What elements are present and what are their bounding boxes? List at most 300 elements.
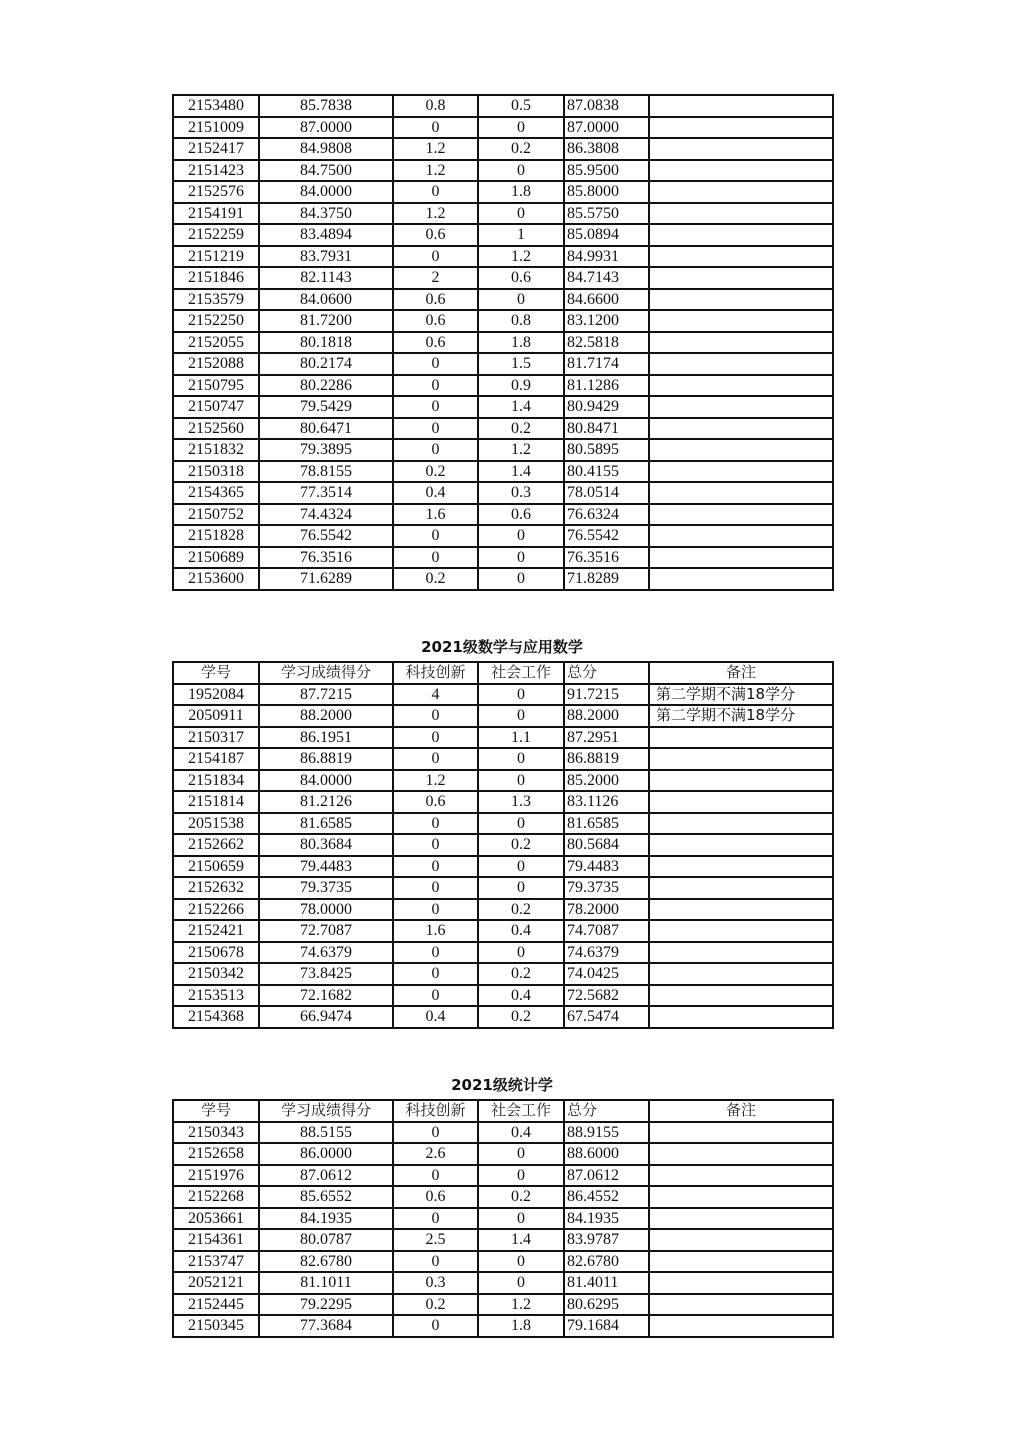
remark-cell (649, 246, 833, 268)
innovation-cell: 0 (393, 705, 478, 727)
total-score-cell: 85.8000 (564, 181, 649, 203)
student-id-cell: 2151009 (173, 117, 259, 139)
header-remark: 备注 (649, 662, 833, 684)
table-row (173, 375, 833, 397)
ranking-table-statistics (172, 1099, 834, 1338)
total-score-cell: 74.6379 (564, 942, 649, 964)
remark-cell (649, 439, 833, 461)
header-student-id: 学号 (173, 1100, 259, 1122)
table-row (173, 138, 833, 160)
study-score-cell: 79.2295 (259, 1294, 393, 1316)
remark-cell (649, 138, 833, 160)
study-score-cell: 74.4324 (259, 504, 393, 526)
table-row (173, 1229, 833, 1251)
table-row (173, 461, 833, 483)
remark-cell (649, 1294, 833, 1316)
innovation-cell: 0.8 (393, 95, 478, 117)
innovation-cell: 0 (393, 396, 478, 418)
study-score-cell: 79.4483 (259, 856, 393, 878)
remark-cell (649, 181, 833, 203)
student-id-cell: 2152421 (173, 920, 259, 942)
study-score-cell: 76.3516 (259, 547, 393, 569)
section-title-math: 2021级数学与应用数学 (421, 638, 583, 656)
table-row (173, 899, 833, 921)
remark-cell (649, 375, 833, 397)
student-id-cell: 2152250 (173, 310, 259, 332)
remark-cell (649, 396, 833, 418)
table-row (173, 95, 833, 117)
social-work-cell: 0 (478, 684, 564, 706)
table-row (173, 727, 833, 749)
study-score-cell: 86.0000 (259, 1143, 393, 1165)
table-row (173, 791, 833, 813)
innovation-cell: 0.2 (393, 568, 478, 590)
table-row (173, 856, 833, 878)
table-row (173, 1315, 833, 1337)
remark-cell (649, 310, 833, 332)
student-id-cell: 2154365 (173, 482, 259, 504)
study-score-cell: 72.7087 (259, 920, 393, 942)
student-id-cell: 2152268 (173, 1186, 259, 1208)
student-id-cell: 2153600 (173, 568, 259, 590)
table-header-row (173, 1100, 833, 1122)
study-score-cell: 79.5429 (259, 396, 393, 418)
social-work-cell: 0 (478, 877, 564, 899)
total-score-cell: 88.9155 (564, 1122, 649, 1144)
remark-cell (649, 95, 833, 117)
innovation-cell: 0 (393, 547, 478, 569)
social-work-cell: 0 (478, 813, 564, 835)
total-score-cell: 82.6780 (564, 1251, 649, 1273)
total-score-cell: 67.5474 (564, 1006, 649, 1028)
total-score-cell: 80.5895 (564, 439, 649, 461)
social-work-cell: 0 (478, 1165, 564, 1187)
table-row (173, 1186, 833, 1208)
header-total: 总分 (564, 1100, 649, 1122)
innovation-cell: 0 (393, 181, 478, 203)
student-id-cell: 2151846 (173, 267, 259, 289)
social-work-cell: 1.8 (478, 1315, 564, 1337)
total-score-cell: 85.5750 (564, 203, 649, 225)
table-row (173, 267, 833, 289)
total-score-cell: 80.6295 (564, 1294, 649, 1316)
student-id-cell: 2150659 (173, 856, 259, 878)
innovation-cell: 0 (393, 375, 478, 397)
total-score-cell: 87.0000 (564, 117, 649, 139)
table-row (173, 525, 833, 547)
social-work-cell: 0.2 (478, 138, 564, 160)
remark-cell (649, 418, 833, 440)
study-score-cell: 80.2174 (259, 353, 393, 375)
table-row (173, 920, 833, 942)
innovation-cell: 0 (393, 856, 478, 878)
remark-cell (649, 920, 833, 942)
innovation-cell: 0 (393, 117, 478, 139)
innovation-cell: 4 (393, 684, 478, 706)
total-score-cell: 87.2951 (564, 727, 649, 749)
innovation-cell: 0 (393, 942, 478, 964)
study-score-cell: 66.9474 (259, 1006, 393, 1028)
header-remark: 备注 (649, 1100, 833, 1122)
header-study-score: 学习成绩得分 (259, 1100, 393, 1122)
student-id-cell: 2150795 (173, 375, 259, 397)
student-id-cell: 2050911 (173, 705, 259, 727)
total-score-cell: 87.0612 (564, 1165, 649, 1187)
total-score-cell: 85.2000 (564, 770, 649, 792)
remark-cell (649, 1165, 833, 1187)
student-id-cell: 2150345 (173, 1315, 259, 1337)
total-score-cell: 78.2000 (564, 899, 649, 921)
total-score-cell: 84.6600 (564, 289, 649, 311)
remark-cell (649, 203, 833, 225)
student-id-cell: 2152560 (173, 418, 259, 440)
study-score-cell: 87.0612 (259, 1165, 393, 1187)
innovation-cell: 0 (393, 963, 478, 985)
table-row (173, 353, 833, 375)
innovation-cell: 0.2 (393, 1294, 478, 1316)
social-work-cell: 0.9 (478, 375, 564, 397)
remark-cell (649, 770, 833, 792)
innovation-cell: 0 (393, 985, 478, 1007)
innovation-cell: 2.6 (393, 1143, 478, 1165)
social-work-cell: 0.4 (478, 1122, 564, 1144)
student-id-cell: 1952084 (173, 684, 259, 706)
table-row (173, 813, 833, 835)
total-score-cell: 84.7143 (564, 267, 649, 289)
total-score-cell: 86.4552 (564, 1186, 649, 1208)
innovation-cell: 0 (393, 813, 478, 835)
student-id-cell: 2052121 (173, 1272, 259, 1294)
remark-cell (649, 1315, 833, 1337)
study-score-cell: 85.6552 (259, 1186, 393, 1208)
innovation-cell: 0 (393, 439, 478, 461)
study-score-cell: 80.3684 (259, 834, 393, 856)
social-work-cell: 0.6 (478, 267, 564, 289)
remark-cell (649, 942, 833, 964)
total-score-cell: 88.2000 (564, 705, 649, 727)
student-id-cell: 2153513 (173, 985, 259, 1007)
social-work-cell: 1.8 (478, 332, 564, 354)
total-score-cell: 85.0894 (564, 224, 649, 246)
innovation-cell: 0.6 (393, 289, 478, 311)
study-score-cell: 79.3895 (259, 439, 393, 461)
remark-cell (649, 877, 833, 899)
total-score-cell: 80.5684 (564, 834, 649, 856)
total-score-cell: 84.1935 (564, 1208, 649, 1230)
total-score-cell: 74.0425 (564, 963, 649, 985)
student-id-cell: 2154191 (173, 203, 259, 225)
remark-cell (649, 985, 833, 1007)
innovation-cell: 2.5 (393, 1229, 478, 1251)
header-innovation: 科技创新 (393, 1100, 478, 1122)
student-id-cell: 2152259 (173, 224, 259, 246)
social-work-cell: 0 (478, 1272, 564, 1294)
study-score-cell: 76.5542 (259, 525, 393, 547)
remark-cell: 第二学期不满18学分 (649, 684, 833, 706)
student-id-cell: 2152658 (173, 1143, 259, 1165)
student-id-cell: 2152662 (173, 834, 259, 856)
innovation-cell: 1.2 (393, 138, 478, 160)
student-id-cell: 2152576 (173, 181, 259, 203)
study-score-cell: 84.0000 (259, 181, 393, 203)
study-score-cell: 77.3684 (259, 1315, 393, 1337)
student-id-cell: 2151828 (173, 525, 259, 547)
table-row (173, 705, 833, 727)
remark-cell: 第二学期不满18学分 (649, 705, 833, 727)
student-id-cell: 2150317 (173, 727, 259, 749)
table-row (173, 1251, 833, 1273)
remark-cell (649, 1272, 833, 1294)
student-id-cell: 2153579 (173, 289, 259, 311)
total-score-cell: 82.5818 (564, 332, 649, 354)
table-row (173, 1208, 833, 1230)
social-work-cell: 1.2 (478, 439, 564, 461)
table-row (173, 568, 833, 590)
study-score-cell: 87.0000 (259, 117, 393, 139)
study-score-cell: 85.7838 (259, 95, 393, 117)
social-work-cell: 0 (478, 942, 564, 964)
innovation-cell: 0.6 (393, 791, 478, 813)
total-score-cell: 71.8289 (564, 568, 649, 590)
innovation-cell: 0.6 (393, 310, 478, 332)
innovation-cell: 0 (393, 899, 478, 921)
remark-cell (649, 117, 833, 139)
student-id-cell: 2150342 (173, 963, 259, 985)
social-work-cell: 0.8 (478, 310, 564, 332)
total-score-cell: 86.8819 (564, 748, 649, 770)
student-id-cell: 2151219 (173, 246, 259, 268)
remark-cell (649, 1208, 833, 1230)
student-id-cell: 2151814 (173, 791, 259, 813)
remark-cell (649, 963, 833, 985)
table-row (173, 1006, 833, 1028)
social-work-cell: 0 (478, 203, 564, 225)
social-work-cell: 1.5 (478, 353, 564, 375)
social-work-cell: 0.5 (478, 95, 564, 117)
student-id-cell: 2152266 (173, 899, 259, 921)
table-row (173, 439, 833, 461)
total-score-cell: 81.4011 (564, 1272, 649, 1294)
innovation-cell: 0.4 (393, 1006, 478, 1028)
social-work-cell: 1.4 (478, 461, 564, 483)
total-score-cell: 76.3516 (564, 547, 649, 569)
total-score-cell: 79.3735 (564, 877, 649, 899)
social-work-cell: 1.1 (478, 727, 564, 749)
innovation-cell: 0.3 (393, 1272, 478, 1294)
innovation-cell: 1.2 (393, 203, 478, 225)
student-id-cell: 2154361 (173, 1229, 259, 1251)
table-row (173, 748, 833, 770)
social-work-cell: 1.2 (478, 1294, 564, 1316)
study-score-cell: 82.1143 (259, 267, 393, 289)
study-score-cell: 80.6471 (259, 418, 393, 440)
total-score-cell: 80.4155 (564, 461, 649, 483)
social-work-cell: 0.2 (478, 1006, 564, 1028)
social-work-cell: 0.2 (478, 834, 564, 856)
study-score-cell: 84.9808 (259, 138, 393, 160)
social-work-cell: 0.2 (478, 418, 564, 440)
table-row (173, 985, 833, 1007)
innovation-cell: 0 (393, 1165, 478, 1187)
student-id-cell: 2151834 (173, 770, 259, 792)
social-work-cell: 0 (478, 770, 564, 792)
social-work-cell: 0 (478, 547, 564, 569)
remark-cell (649, 1229, 833, 1251)
study-score-cell: 88.5155 (259, 1122, 393, 1144)
student-id-cell: 2151832 (173, 439, 259, 461)
remark-cell (649, 482, 833, 504)
study-score-cell: 80.0787 (259, 1229, 393, 1251)
remark-cell (649, 1251, 833, 1273)
study-score-cell: 81.6585 (259, 813, 393, 835)
remark-cell (649, 1143, 833, 1165)
study-score-cell: 84.0000 (259, 770, 393, 792)
social-work-cell: 0.2 (478, 899, 564, 921)
student-id-cell: 2152055 (173, 332, 259, 354)
total-score-cell: 81.6585 (564, 813, 649, 835)
social-work-cell: 0.4 (478, 985, 564, 1007)
innovation-cell: 0 (393, 246, 478, 268)
innovation-cell: 0.4 (393, 482, 478, 504)
table-row (173, 1143, 833, 1165)
study-score-cell: 84.1935 (259, 1208, 393, 1230)
social-work-cell: 1.8 (478, 181, 564, 203)
study-score-cell: 81.7200 (259, 310, 393, 332)
table-row (173, 246, 833, 268)
total-score-cell: 79.1684 (564, 1315, 649, 1337)
innovation-cell: 0 (393, 834, 478, 856)
student-id-cell: 2151976 (173, 1165, 259, 1187)
remark-cell (649, 547, 833, 569)
study-score-cell: 80.2286 (259, 375, 393, 397)
table-row (173, 877, 833, 899)
total-score-cell: 84.9931 (564, 246, 649, 268)
total-score-cell: 85.9500 (564, 160, 649, 182)
student-id-cell: 2150752 (173, 504, 259, 526)
total-score-cell: 80.9429 (564, 396, 649, 418)
header-study-score: 学习成绩得分 (259, 662, 393, 684)
innovation-cell: 0.6 (393, 332, 478, 354)
ranking-table-math (172, 661, 834, 1029)
innovation-cell: 0 (393, 727, 478, 749)
student-id-cell: 2152445 (173, 1294, 259, 1316)
study-score-cell: 81.2126 (259, 791, 393, 813)
total-score-cell: 79.4483 (564, 856, 649, 878)
header-innovation: 科技创新 (393, 662, 478, 684)
remark-cell (649, 834, 833, 856)
innovation-cell: 1.6 (393, 504, 478, 526)
social-work-cell: 0 (478, 160, 564, 182)
total-score-cell: 83.1126 (564, 791, 649, 813)
student-id-cell: 2153747 (173, 1251, 259, 1273)
remark-cell (649, 504, 833, 526)
remark-cell (649, 1006, 833, 1028)
student-id-cell: 2151423 (173, 160, 259, 182)
study-score-cell: 78.0000 (259, 899, 393, 921)
table-header-row (173, 662, 833, 684)
student-id-cell: 2152417 (173, 138, 259, 160)
innovation-cell: 0.6 (393, 224, 478, 246)
innovation-cell: 2 (393, 267, 478, 289)
total-score-cell: 74.7087 (564, 920, 649, 942)
social-work-cell: 0 (478, 856, 564, 878)
header-social-work: 社会工作 (478, 662, 564, 684)
remark-cell (649, 748, 833, 770)
total-score-cell: 88.6000 (564, 1143, 649, 1165)
study-score-cell: 81.1011 (259, 1272, 393, 1294)
table-row (173, 770, 833, 792)
social-work-cell: 0 (478, 1208, 564, 1230)
social-work-cell: 0.4 (478, 920, 564, 942)
innovation-cell: 0 (393, 525, 478, 547)
innovation-cell: 1.2 (393, 160, 478, 182)
remark-cell (649, 160, 833, 182)
social-work-cell: 1.4 (478, 1229, 564, 1251)
student-id-cell: 2150343 (173, 1122, 259, 1144)
table-row (173, 1294, 833, 1316)
study-score-cell: 83.4894 (259, 224, 393, 246)
innovation-cell: 0 (393, 418, 478, 440)
student-id-cell: 2051538 (173, 813, 259, 835)
study-score-cell: 77.3514 (259, 482, 393, 504)
table-row (173, 160, 833, 182)
remark-cell (649, 525, 833, 547)
total-score-cell: 81.7174 (564, 353, 649, 375)
remark-cell (649, 899, 833, 921)
student-id-cell: 2154187 (173, 748, 259, 770)
study-score-cell: 86.1951 (259, 727, 393, 749)
remark-cell (649, 568, 833, 590)
study-score-cell: 84.7500 (259, 160, 393, 182)
social-work-cell: 1.3 (478, 791, 564, 813)
remark-cell (649, 813, 833, 835)
table-row (173, 310, 833, 332)
header-student-id: 学号 (173, 662, 259, 684)
social-work-cell: 1.2 (478, 246, 564, 268)
total-score-cell: 72.5682 (564, 985, 649, 1007)
remark-cell (649, 224, 833, 246)
study-score-cell: 73.8425 (259, 963, 393, 985)
social-work-cell: 0 (478, 1251, 564, 1273)
remark-cell (649, 727, 833, 749)
total-score-cell: 83.9787 (564, 1229, 649, 1251)
study-score-cell: 82.6780 (259, 1251, 393, 1273)
total-score-cell: 81.1286 (564, 375, 649, 397)
remark-cell (649, 856, 833, 878)
total-score-cell: 86.3808 (564, 138, 649, 160)
total-score-cell: 78.0514 (564, 482, 649, 504)
total-score-cell: 76.6324 (564, 504, 649, 526)
study-score-cell: 80.1818 (259, 332, 393, 354)
innovation-cell: 1.6 (393, 920, 478, 942)
social-work-cell: 0.2 (478, 963, 564, 985)
social-work-cell: 0 (478, 748, 564, 770)
social-work-cell: 0 (478, 117, 564, 139)
student-id-cell: 2150678 (173, 942, 259, 964)
ranking-table-continued (172, 94, 834, 591)
table-row (173, 117, 833, 139)
study-score-cell: 79.3735 (259, 877, 393, 899)
table-row (173, 289, 833, 311)
remark-cell (649, 461, 833, 483)
social-work-cell: 1.4 (478, 396, 564, 418)
innovation-cell: 1.2 (393, 770, 478, 792)
innovation-cell: 0 (393, 748, 478, 770)
student-id-cell: 2153480 (173, 95, 259, 117)
study-score-cell: 84.0600 (259, 289, 393, 311)
study-score-cell: 74.6379 (259, 942, 393, 964)
table-row (173, 203, 833, 225)
